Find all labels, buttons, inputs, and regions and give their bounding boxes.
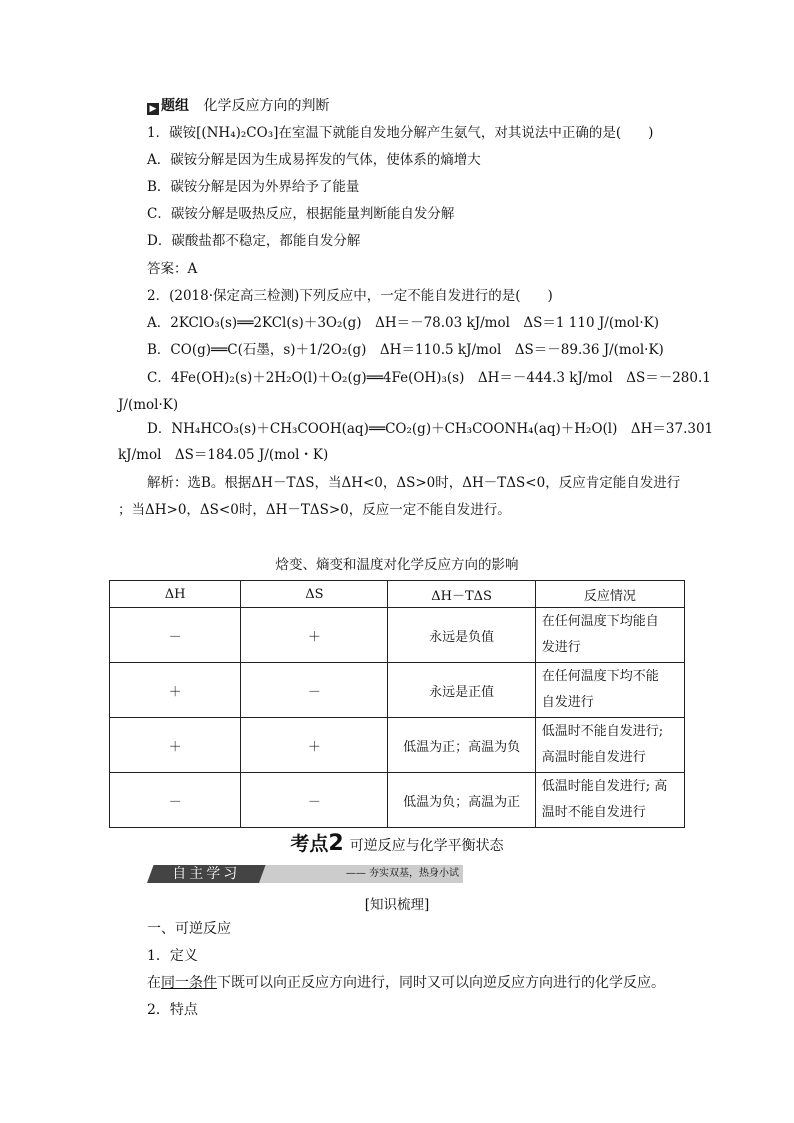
cell-g: 永远是负值	[388, 608, 535, 663]
q2-option-a: A．2KClO₃(s)══2KCl(s)＋3O₂(g) ΔH＝－78.03 kJ/mol ΔS＝1 110 J/(mol·K)	[147, 315, 659, 331]
table-caption: 焓变、熵变和温度对化学反应方向的影响	[275, 557, 519, 573]
table-row	[110, 718, 685, 773]
cell-g: 低温为负；高温为正	[388, 773, 535, 828]
cell-result: 在任何温度下均能自 发进行	[535, 608, 684, 663]
cell-ds: ＋	[241, 718, 388, 773]
banner-label-box	[147, 865, 266, 883]
self-study-banner	[147, 865, 463, 883]
q1-option-b: B．碳铵分解是因为外界给予了能量	[147, 179, 360, 195]
banner-bar	[255, 865, 463, 883]
kaodian-title: 可逆反应与化学平衡状态	[349, 838, 504, 854]
section-heading-1-2: 2．特点	[147, 1002, 198, 1018]
cell-dh: ＋	[110, 663, 241, 718]
table-row	[110, 608, 685, 663]
section-heading-1-1: 1．定义	[147, 948, 198, 964]
q1-option-c: C．碳铵分解是吸热反应，根据能量判断能自发分解	[147, 206, 455, 222]
kaodian-heading	[0, 829, 794, 856]
direction-table	[109, 580, 685, 828]
cell-dh: －	[110, 773, 241, 828]
cell-ds: －	[241, 663, 388, 718]
header-g: ΔH－TΔS	[388, 581, 535, 608]
q2-option-d-cont: kJ/mol ΔS＝184.05 J/(mol・K)	[118, 447, 329, 463]
q2-stem: 2．(2018·保定高三检测)下列反应中，一定不能自发进行的是( )	[147, 288, 553, 304]
q1-stem: 1．碳铵[(NH₄)₂CO₃]在室温下就能自发地分解产生氨气，对其说法中正确的是( )	[147, 125, 654, 141]
table-row	[110, 663, 685, 718]
cell-g: 低温为正；高温为负	[388, 718, 535, 773]
table-header-row	[110, 581, 685, 608]
cell-dh: ＋	[110, 718, 241, 773]
cell-ds: －	[241, 773, 388, 828]
q2-analysis-2: ；当ΔH>0，ΔS<0时，ΔH－TΔS>0，反应一定不能自发进行。	[118, 502, 511, 518]
play-triangle-icon: ▶	[147, 103, 159, 115]
definition-underlined: 同一条件	[161, 975, 217, 991]
definition-text: 在同一条件下既可以向正反应方向进行，同时又可以向逆反应方向进行的化学反应。	[147, 975, 665, 991]
q2-option-c-cont: J/(mol·K)	[118, 397, 179, 413]
group-tag: ▶ 题组	[147, 97, 189, 115]
cell-dh: －	[110, 608, 241, 663]
banner-slogan: —— 夯实双基，热身小试	[345, 868, 459, 879]
header-dh: ΔH	[110, 581, 241, 608]
q1-option-d: D．碳酸盐都不稳定，都能自发分解	[147, 233, 361, 249]
q2-option-c: C．4Fe(OH)₂(s)＋2H₂O(l)＋O₂(g)══4Fe(OH)₃(s) ΔH＝－444.3 kJ/mol ΔS＝－280.1	[147, 370, 711, 386]
banner-label: 自主学习	[172, 866, 241, 882]
cell-result: 低温时能自发进行; 高 温时不能自发进行	[535, 773, 684, 828]
section-heading-1: 一、可逆反应	[147, 921, 231, 937]
header-ds: ΔS	[241, 581, 388, 608]
group-heading	[147, 97, 329, 115]
q2-option-d: D．NH₄HCO₃(s)＋CH₃COOH(aq)══CO₂(g)＋CH₃COONH₄(aq)＋H₂O(l) ΔH＝37.301	[147, 421, 714, 437]
header-result: 反应情况	[535, 581, 684, 608]
q1-answer: 答案：A	[147, 261, 198, 277]
knowledge-heading: [知识梳理]	[364, 897, 430, 913]
cell-ds: ＋	[241, 608, 388, 663]
q1-option-a: A．碳铵分解是因为生成易挥发的气体，使体系的熵增大	[147, 152, 481, 168]
kaodian-number: 2	[328, 831, 344, 856]
q2-analysis-1: 解析：选B。根据ΔH－TΔS，当ΔH<0，ΔS>0时，ΔH－TΔS<0，反应肯定能自发进行	[147, 475, 681, 491]
cell-result: 在任何温度下均不能 自发进行	[535, 663, 684, 718]
kaodian-label: 考点	[290, 833, 329, 855]
cell-g: 永远是正值	[388, 663, 535, 718]
group-title: 化学反应方向的判断	[203, 98, 330, 114]
q2-option-b: B．CO(g)══C(石墨，s)＋1/2O₂(g) ΔH＝110.5 kJ/mol ΔS＝－89.36 J/(mol·K)	[147, 342, 664, 358]
cell-result: 低温时不能自发进行; 高温时能自发进行	[535, 718, 684, 773]
table-row	[110, 773, 685, 828]
